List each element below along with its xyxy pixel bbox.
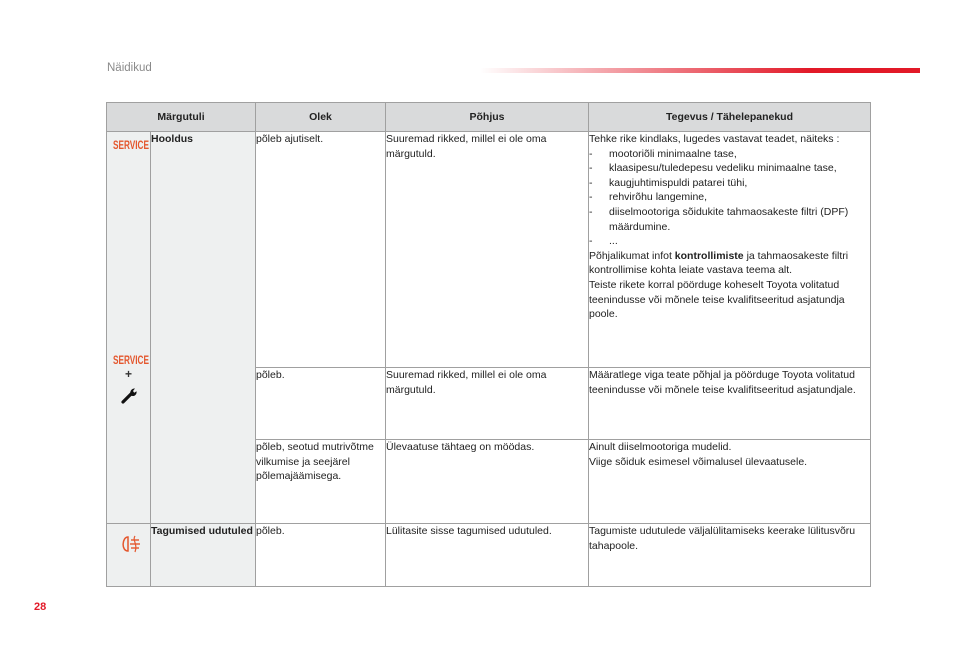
wrench-icon: [121, 386, 139, 404]
action-cell: [589, 440, 871, 524]
list-item: - mootoriõli minimaalne tase,: [589, 147, 870, 162]
table-row: [107, 524, 871, 587]
list-item: - ...: [589, 234, 870, 249]
table-row: [107, 132, 871, 368]
action-note: Teiste rikete korral pöörduge koheselt Toyota volitatud teenindusse või mõnele teise kvalifitseeritud asjatundja poole.: [589, 278, 845, 321]
section-title: Näidikud: [107, 62, 152, 74]
fog-icon-cell: [107, 524, 151, 587]
action-more-pre: Põhjalikumat infot: [589, 249, 675, 262]
action-line: Viige sõiduk esimesel võimalusel ülevaatusele.: [589, 455, 808, 468]
state-cell: põleb.: [256, 524, 386, 587]
cause-cell: Ülevaatuse tähtaeg on möödas.: [386, 440, 589, 524]
list-item: - rehvirõhu langemine,: [589, 190, 870, 205]
cause-cell: Lülitasite sisse tagumised udutuled.: [386, 524, 589, 587]
list-item: - klaasipesu/tuledepesu vedeliku minimaalne tase,: [589, 161, 870, 176]
lamp-name-rear-fog: Tagumised udutuled: [151, 524, 256, 587]
action-line: Ainult diiselmootoriga mudelid.: [589, 441, 732, 453]
header-rule: [480, 68, 920, 73]
action-intro: Tehke rike kindlaks, lugedes vastavat teadet, näiteks :: [589, 133, 840, 145]
action-list: [589, 147, 870, 249]
table-header-row: [107, 103, 871, 132]
action-more: [589, 249, 870, 278]
state-cell: põleb, seotud mutrivõtme vilkumise ja seejärel põlemajäämisega.: [256, 440, 386, 524]
service-badge-text-secondary: SERVICE: [113, 355, 150, 367]
list-item: - diiselmootoriga sõidukite tahmaosakeste filtri (DPF) määrdumine.: [589, 205, 870, 234]
warning-lamps-table: [106, 102, 871, 587]
plus-sign: +: [124, 367, 132, 381]
service-badge-text: SERVICE: [113, 140, 150, 152]
action-cell: Tagumiste udutulede väljalülitamiseks keerake lülitusvõru tahapoole.: [589, 524, 871, 587]
state-cell: põleb ajutiselt.: [256, 132, 386, 368]
cause-cell: Suuremad rikked, millel ei ole oma märgutuld.: [386, 368, 589, 440]
action-more-bold: kontrollimiste: [674, 249, 744, 262]
column-header-state: Olek: [256, 103, 386, 132]
action-more-post: ja tahmaosakeste filtri kontrollimise kohta leiate vastava teema alt.: [589, 249, 849, 277]
rear-fog-light-icon: [119, 535, 141, 553]
service-icon-secondary: [113, 353, 149, 366]
action-cell: Määratlege viga teate põhjal ja pöörduge Toyota volitatud teenindusse või mõnele teise kvalifitseeritud asjatundjale.: [589, 368, 871, 440]
service-icons-cell: [107, 132, 151, 524]
state-cell: põleb.: [256, 368, 386, 440]
service-icon: [113, 138, 149, 151]
column-header-action: Tegevus / Tähelepanekud: [589, 103, 871, 132]
service-wrench-icon: [107, 353, 150, 404]
column-header-cause: Põhjus: [386, 103, 589, 132]
lamp-name-service: Hooldus: [151, 132, 256, 524]
action-cell: [589, 132, 871, 368]
list-item: - kaugjuhtimispuldi patarei tühi,: [589, 176, 870, 191]
cause-cell: Suuremad rikked, millel ei ole oma märgutuld.: [386, 132, 589, 368]
page-number: 28: [34, 601, 47, 613]
column-header-lamp: Märgutuli: [107, 103, 256, 132]
